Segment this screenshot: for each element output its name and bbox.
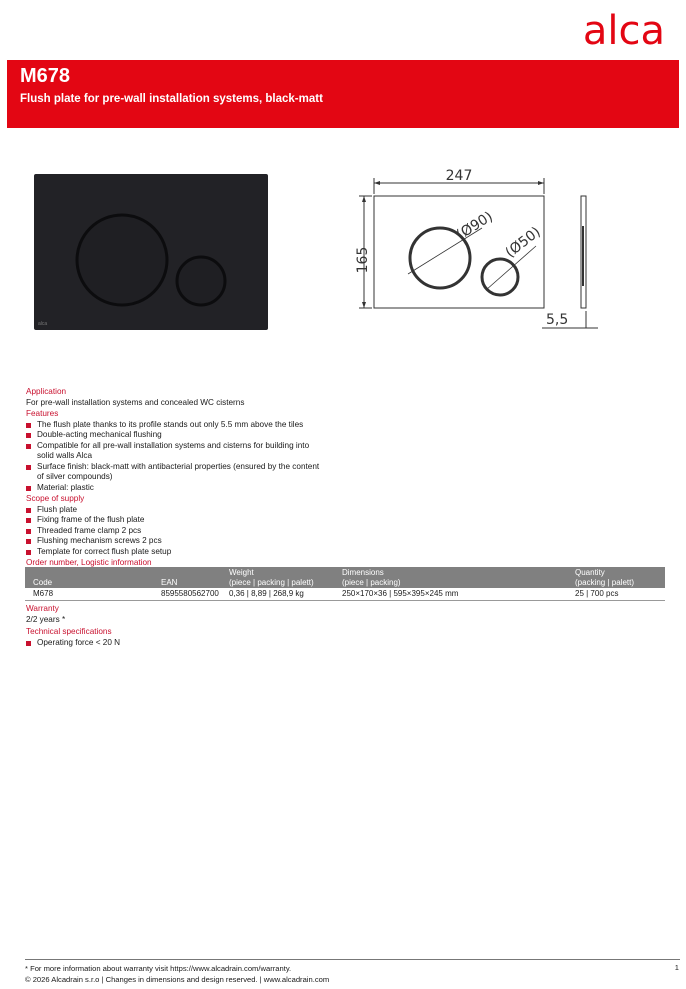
- footer: [25, 963, 329, 985]
- warranty-title: Warranty: [26, 604, 59, 613]
- large-button-diameter: (Ø90): [453, 208, 496, 244]
- list-item: Double-acting mechanical flushing: [26, 430, 326, 441]
- small-button-diameter: (Ø50): [502, 224, 544, 262]
- footer-warranty-note: * For more information about warranty visit https://www.alcadrain.com/warranty.: [25, 964, 292, 973]
- warranty-section: [26, 604, 65, 625]
- tech-section: [26, 627, 120, 648]
- scope-title: Scope of supply: [26, 494, 85, 503]
- list-item: Threaded frame clamp 2 pcs: [26, 526, 171, 537]
- order-table: [25, 567, 665, 601]
- cell-code: M678: [33, 589, 54, 598]
- list-item: Flush plate: [26, 505, 171, 516]
- scope-list: [26, 505, 171, 558]
- header-dimensions-sub: (piece | packing): [342, 578, 401, 587]
- header-quantity: Quantity: [575, 568, 605, 577]
- header-dimensions: Dimensions: [342, 568, 384, 577]
- depth-dimension: 5,5: [546, 312, 569, 328]
- scope-section: [26, 494, 171, 557]
- list-item: Surface finish: black-matt with antibacterial properties (ensured by the content of silver compounds): [26, 462, 326, 483]
- technical-drawing: [350, 168, 610, 336]
- features-section: [26, 409, 326, 493]
- header-code: Code: [33, 578, 53, 587]
- application-section: [26, 387, 244, 408]
- header-ean: EAN: [161, 578, 178, 587]
- footer-divider: [25, 959, 680, 960]
- list-item: Flushing mechanism screws 2 pcs: [26, 536, 171, 547]
- warranty-text: 2/2 years *: [26, 614, 66, 624]
- application-text: For pre-wall installation systems and concealed WC cisterns: [26, 397, 245, 407]
- tech-title: Technical specifications: [26, 627, 112, 636]
- tech-list: [26, 638, 120, 649]
- product-code: M678: [20, 65, 71, 87]
- table-row: [25, 588, 665, 601]
- svg-text:alca: alca: [582, 8, 666, 52]
- list-item: The flush plate thanks to its profile stands out only 5.5 mm above the tiles: [26, 420, 326, 431]
- list-item: Fixing frame of the flush plate: [26, 515, 171, 526]
- flush-plate-image: [34, 174, 268, 330]
- alca-logo: [570, 6, 678, 52]
- features-list: [26, 420, 326, 494]
- header-weight-sub: (piece | packing | palett): [229, 578, 314, 587]
- table-header: [25, 567, 665, 588]
- list-item: Material: plastic: [26, 483, 326, 494]
- header-weight: Weight: [229, 568, 254, 577]
- footer-copyright: © 2026 Alcadrain s.r.o | Changes in dimensions and design reserved. | www.alcadrain.com: [25, 975, 330, 984]
- photo-brand-mark: alca: [38, 321, 48, 327]
- cell-weight: 0,36 | 8,89 | 268,9 kg: [229, 589, 304, 598]
- cell-ean: 8595580562700: [161, 589, 219, 598]
- features-title: Features: [26, 409, 59, 418]
- list-item: Operating force < 20 N: [26, 638, 120, 649]
- application-title: Application: [26, 387, 67, 396]
- title-banner: [7, 60, 679, 128]
- width-dimension: 247: [445, 168, 473, 184]
- product-title: Flush plate for pre-wall installation systems, black-matt: [20, 93, 323, 105]
- cell-dimensions: 250×170×36 | 595×395×245 mm: [342, 589, 459, 598]
- order-title: Order number, Logistic information: [26, 558, 152, 567]
- list-item: Template for correct flush plate setup: [26, 547, 171, 558]
- height-dimension: 165: [355, 246, 371, 274]
- page-number: 1: [674, 963, 679, 972]
- cell-quantity: 25 | 700 pcs: [575, 589, 619, 598]
- list-item: Compatible for all pre-wall installation systems and cisterns for building into solid walls Alca: [26, 441, 326, 462]
- product-photo: [34, 174, 268, 330]
- header-quantity-sub: (packing | palett): [575, 578, 634, 587]
